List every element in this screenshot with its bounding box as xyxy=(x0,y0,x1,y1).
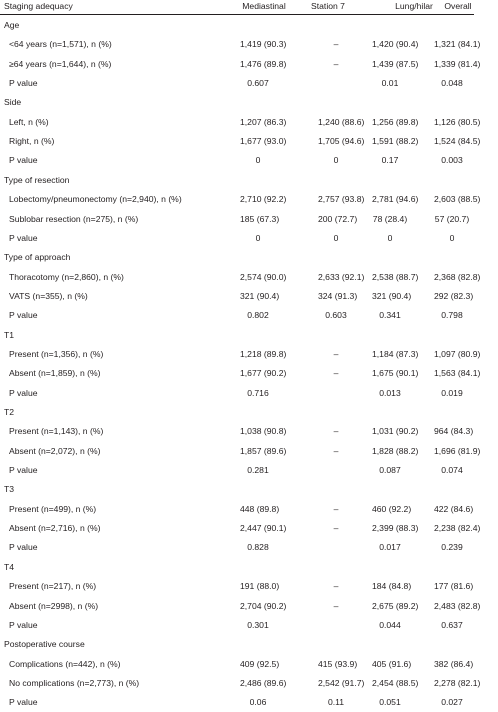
cell-lung-hilar: 0.01 xyxy=(381,78,399,89)
cell-station-7: 415 (93.9) xyxy=(318,658,358,669)
section-title: Type of approach xyxy=(4,252,71,263)
cell-station-7: – xyxy=(333,39,339,50)
cell-overall: 1,696 (81.9) xyxy=(434,445,481,456)
cell-overall: 2,238 (82.4) xyxy=(434,523,481,534)
header-cell-lung-hilar: Lung/hilar xyxy=(395,1,433,11)
row-label: Present (n=499), n (%) xyxy=(9,503,97,514)
section-title: T1 xyxy=(4,329,15,340)
cell-lung-hilar: 1,675 (90.1) xyxy=(372,368,419,379)
cell-overall: 0 xyxy=(449,232,455,243)
cell-mediastinal: 1,476 (89.8) xyxy=(240,58,287,69)
cell-overall: 2,368 (82.8) xyxy=(434,271,481,282)
table-row xyxy=(0,615,474,635)
cell-mediastinal: 0.716 xyxy=(247,387,269,398)
row-label: Thoracotomy (n=2,860), n (%) xyxy=(9,271,124,282)
cell-overall: 964 (84.3) xyxy=(434,426,474,437)
cell-overall: 2,278 (82.1) xyxy=(434,677,481,688)
cell-overall: 0.048 xyxy=(441,78,463,89)
cell-lung-hilar: 0.341 xyxy=(379,310,401,321)
row-label: Absent (n=1,859), n (%) xyxy=(9,368,101,379)
cell-overall: 2,603 (88.5) xyxy=(434,194,481,205)
cell-overall: 1,126 (80.5) xyxy=(434,116,481,127)
cell-station-7: 2,542 (91.7) xyxy=(318,677,365,688)
cell-overall: 1,339 (81.4) xyxy=(434,58,481,69)
row-label: P value xyxy=(9,78,38,89)
table-row xyxy=(0,228,474,248)
section-title: Age xyxy=(4,20,20,30)
cell-mediastinal: 409 (92.5) xyxy=(240,658,280,669)
cell-overall: 1,563 (84.1) xyxy=(434,368,481,379)
section-title-row xyxy=(0,15,474,35)
row-label: P value xyxy=(9,542,38,553)
cell-station-7: – xyxy=(333,581,339,592)
section-title-row xyxy=(0,92,474,112)
cell-station-7: – xyxy=(333,600,339,611)
table-row xyxy=(0,150,474,170)
section-title: T3 xyxy=(4,484,15,495)
section-title-row xyxy=(0,247,474,267)
row-label: P value xyxy=(9,155,38,166)
cell-lung-hilar: 0.17 xyxy=(381,155,399,166)
row-label: Right, n (%) xyxy=(9,136,55,147)
cell-station-7: 1,705 (94.6) xyxy=(318,136,365,147)
row-label: No complications (n=2,773), n (%) xyxy=(9,677,140,688)
cell-lung-hilar: 405 (91.6) xyxy=(372,658,412,669)
cell-station-7: 0.11 xyxy=(327,697,345,708)
section-title-row xyxy=(0,325,474,345)
section-title-row xyxy=(0,479,474,499)
table-row xyxy=(0,499,474,519)
cell-overall: 0.019 xyxy=(441,387,463,398)
cell-station-7: – xyxy=(333,348,339,359)
cell-lung-hilar: 0.017 xyxy=(379,542,401,553)
section-title-row xyxy=(0,170,474,190)
row-label: Present (n=217), n (%) xyxy=(9,581,97,592)
row-label: P value xyxy=(9,232,38,243)
cell-lung-hilar: 0.013 xyxy=(379,387,401,398)
row-label: Left, n (%) xyxy=(9,116,49,127)
cell-mediastinal: 1,207 (86.3) xyxy=(240,116,287,127)
cell-overall: 0.003 xyxy=(441,155,463,166)
cell-overall: 382 (86.4) xyxy=(434,658,474,669)
cell-lung-hilar: 1,420 (90.4) xyxy=(372,39,419,50)
table-row xyxy=(0,460,474,480)
cell-mediastinal: 0.06 xyxy=(249,697,267,708)
cell-lung-hilar: 0 xyxy=(387,232,393,243)
table-row xyxy=(0,34,481,54)
cell-lung-hilar: 0.044 xyxy=(379,619,401,630)
cell-mediastinal: 1,218 (89.8) xyxy=(240,348,287,359)
header-cell-mediastinal: Mediastinal xyxy=(242,1,286,11)
row-label: Absent (n=2998), n (%) xyxy=(9,600,99,611)
table-row xyxy=(0,54,481,74)
cell-station-7: – xyxy=(333,523,339,534)
row-label: P value xyxy=(9,619,38,630)
cell-station-7: 2,757 (93.8) xyxy=(318,194,365,205)
table-row xyxy=(0,537,474,557)
header-cell-label: Staging adequacy xyxy=(4,1,73,11)
cell-overall: 0.027 xyxy=(441,697,463,708)
cell-overall: 1,097 (80.9) xyxy=(434,348,481,359)
cell-mediastinal: 0.607 xyxy=(247,78,269,89)
cell-lung-hilar: 1,256 (89.8) xyxy=(372,116,419,127)
cell-mediastinal: 2,704 (90.2) xyxy=(240,600,287,611)
header-cell-station-7: Station 7 xyxy=(311,1,345,11)
row-label: P value xyxy=(9,387,38,398)
section-title: Side xyxy=(4,97,22,108)
table-row xyxy=(0,441,481,461)
table-row xyxy=(0,112,481,132)
table-row xyxy=(0,344,481,364)
cell-station-7: 1,240 (88.6) xyxy=(318,116,365,127)
cell-station-7: 2,633 (92.1) xyxy=(318,271,365,282)
cell-station-7: 200 (72.7) xyxy=(318,213,358,224)
cell-mediastinal: 185 (67.3) xyxy=(240,213,280,224)
cell-overall: 422 (84.6) xyxy=(434,503,474,514)
row-label: Sublobar resection (n=275), n (%) xyxy=(9,213,139,224)
table-row xyxy=(0,692,474,712)
cell-overall: 2,483 (82.8) xyxy=(434,600,481,611)
cell-lung-hilar: 184 (84.8) xyxy=(372,581,412,592)
cell-station-7: 0.603 xyxy=(325,310,347,321)
row-label: VATS (n=355), n (%) xyxy=(9,290,88,301)
cell-mediastinal: 2,710 (92.2) xyxy=(240,194,287,205)
cell-mediastinal: 1,857 (89.6) xyxy=(240,445,287,456)
cell-lung-hilar: 1,591 (88.2) xyxy=(372,136,419,147)
row-label: Absent (n=2,072), n (%) xyxy=(9,445,101,456)
row-label: Present (n=1,356), n (%) xyxy=(9,348,104,359)
row-label: Complications (n=442), n (%) xyxy=(9,658,121,669)
cell-overall: 292 (82.3) xyxy=(434,290,474,301)
table-row xyxy=(0,267,481,287)
section-title-row xyxy=(0,402,474,422)
row-label: Absent (n=2,716), n (%) xyxy=(9,523,101,534)
cell-lung-hilar: 2,454 (88.5) xyxy=(372,677,419,688)
row-label: ≥64 years (n=1,644), n (%) xyxy=(9,58,112,69)
row-label: Lobectomy/pneumonectomy (n=2,940), n (%) xyxy=(9,194,182,205)
section-title: Type of resection xyxy=(4,174,70,185)
cell-mediastinal: 1,677 (93.0) xyxy=(240,136,287,147)
cell-lung-hilar: 321 (90.4) xyxy=(372,290,412,301)
cell-station-7: – xyxy=(333,368,339,379)
row-label: P value xyxy=(9,465,38,476)
cell-mediastinal: 1,038 (90.8) xyxy=(240,426,287,437)
cell-overall: 177 (81.6) xyxy=(434,581,474,592)
cell-overall: 0.798 xyxy=(441,310,463,321)
table-row xyxy=(0,286,474,306)
cell-lung-hilar: 0.087 xyxy=(379,465,401,476)
section-title: T4 xyxy=(4,561,15,572)
section-title-row xyxy=(0,634,474,654)
row-label: P value xyxy=(9,697,38,708)
table-row xyxy=(0,209,474,229)
row-label: Present (n=1,143), n (%) xyxy=(9,426,104,437)
cell-lung-hilar: 2,675 (89.2) xyxy=(372,600,419,611)
cell-overall: 0.239 xyxy=(441,542,463,553)
cell-lung-hilar: 2,781 (94.6) xyxy=(372,194,419,205)
cell-overall: 57 (20.7) xyxy=(434,213,470,224)
cell-lung-hilar: 1,031 (90.2) xyxy=(372,426,419,437)
cell-mediastinal: 0.828 xyxy=(247,542,269,553)
cell-lung-hilar: 78 (28.4) xyxy=(372,213,408,224)
cell-mediastinal: 0 xyxy=(255,155,261,166)
cell-mediastinal: 2,447 (90.1) xyxy=(240,523,287,534)
cell-station-7: 0 xyxy=(333,155,339,166)
cell-mediastinal: 321 (90.4) xyxy=(240,290,280,301)
cell-mediastinal: 0 xyxy=(255,232,261,243)
table-row xyxy=(0,421,474,441)
table-row xyxy=(0,673,481,693)
cell-overall: 1,321 (84.1) xyxy=(434,39,481,50)
cell-lung-hilar: 460 (92.2) xyxy=(372,503,412,514)
cell-mediastinal: 1,419 (90.3) xyxy=(240,39,287,50)
section-title: T2 xyxy=(4,407,15,417)
cell-station-7: 0 xyxy=(333,232,339,243)
cell-lung-hilar: 0.051 xyxy=(379,697,401,708)
cell-mediastinal: 0.802 xyxy=(247,310,269,321)
table-row xyxy=(0,654,474,674)
cell-station-7: 324 (91.3) xyxy=(318,290,358,301)
cell-mediastinal: 191 (88.0) xyxy=(240,581,280,592)
table-row xyxy=(0,131,481,151)
cell-mediastinal: 448 (89.8) xyxy=(240,503,280,514)
table-row xyxy=(0,189,481,209)
table-row xyxy=(0,596,481,616)
cell-overall: 0.074 xyxy=(441,465,463,476)
table-row xyxy=(0,518,481,538)
table-row xyxy=(0,383,474,403)
section-title-row xyxy=(0,557,474,577)
cell-mediastinal: 0.301 xyxy=(247,619,269,630)
cell-station-7: – xyxy=(333,58,339,69)
cell-overall: 0.637 xyxy=(441,619,463,630)
cell-lung-hilar: 1,184 (87.3) xyxy=(372,348,419,359)
cell-station-7: – xyxy=(333,445,339,456)
section-title: Postoperative course xyxy=(4,639,85,650)
cell-lung-hilar: 1,828 (88.2) xyxy=(372,445,419,456)
cell-lung-hilar: 2,399 (88.3) xyxy=(372,523,419,534)
table-row xyxy=(0,305,474,325)
cell-station-7: – xyxy=(333,426,339,437)
header-cell-overall: Overall xyxy=(444,1,472,11)
cell-mediastinal: 2,486 (89.6) xyxy=(240,677,287,688)
cell-lung-hilar: 2,538 (88.7) xyxy=(372,271,419,282)
cell-lung-hilar: 1,439 (87.5) xyxy=(372,58,419,69)
cell-mediastinal: 0.281 xyxy=(247,465,269,476)
table-row xyxy=(0,363,481,383)
cell-station-7: – xyxy=(333,503,339,514)
cell-mediastinal: 2,574 (90.0) xyxy=(240,271,287,282)
table-row xyxy=(0,576,474,596)
table-row xyxy=(0,73,474,93)
cell-overall: 1,524 (84.5) xyxy=(434,136,481,147)
row-label: <64 years (n=1,571), n (%) xyxy=(9,39,112,50)
cell-mediastinal: 1,677 (90.2) xyxy=(240,368,287,379)
row-label: P value xyxy=(9,310,38,321)
